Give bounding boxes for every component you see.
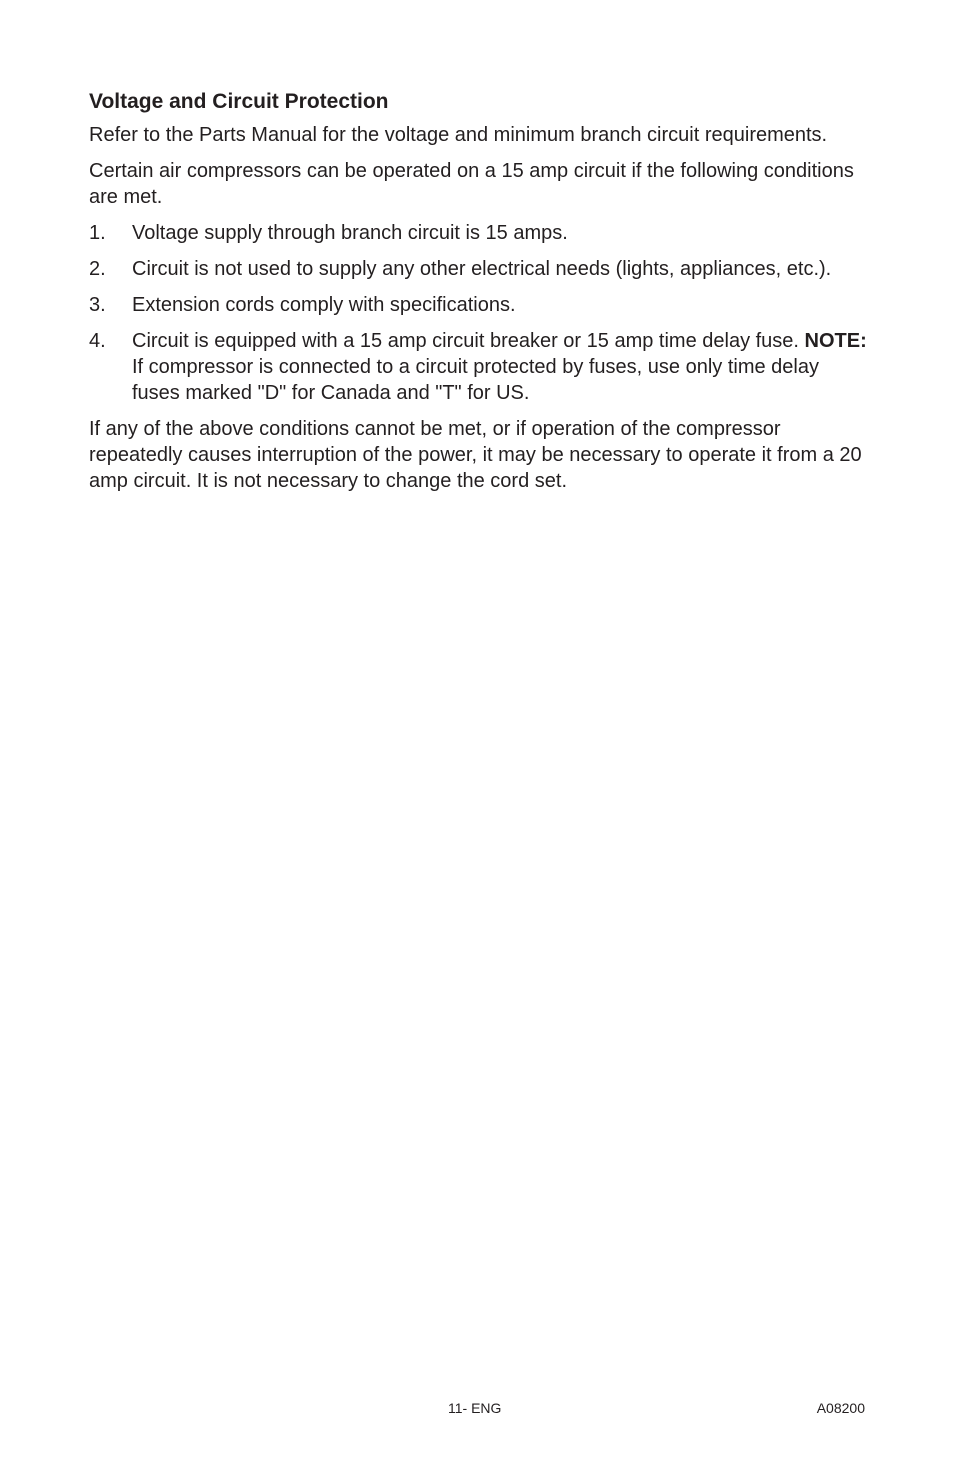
list-item-text: Circuit is not used to supply any other electrical needs (lights, appliances, etc.).	[132, 258, 832, 280]
list-item	[89, 220, 869, 246]
list-item-text: Extension cords comply with specifications.	[132, 294, 516, 316]
list-item-text-before: Circuit is equipped with a 15 amp circuit breaker or 15 amp time delay fuse.	[132, 330, 805, 352]
section-heading: Voltage and Circuit Protection	[89, 90, 389, 113]
conditions-lead-paragraph: Certain air compressors can be operated on a 15 amp circuit if the following conditions are met.	[89, 160, 854, 208]
list-item-number: 3.	[89, 294, 106, 316]
document-body	[89, 88, 869, 504]
list-item	[89, 328, 869, 406]
note-label: NOTE:	[804, 330, 867, 352]
page-number: 11- ENG	[448, 1400, 502, 1416]
intro-paragraph: Refer to the Parts Manual for the voltage and minimum branch circuit requirements.	[89, 124, 828, 146]
closing-paragraph: If any of the above conditions cannot be met, or if operation of the compressor repeatedly causes interruption of the power, it may be necessary to operate it from a 20 amp circuit. It is not necessary to change the cord set.	[89, 418, 862, 492]
list-item	[89, 292, 869, 318]
document-code: A08200	[816, 1400, 865, 1416]
list-item	[89, 256, 869, 282]
conditions-list	[89, 220, 869, 406]
list-item-text-after: If compressor is connected to a circuit protected by fuses, use only time delay fuses marked "D" for Canada and "T" for US.	[132, 356, 819, 404]
list-item-number: 4.	[89, 330, 106, 352]
list-item-number: 1.	[89, 222, 106, 244]
list-item-text: Voltage supply through branch circuit is 15 amps.	[132, 222, 568, 244]
list-item-text	[132, 328, 869, 406]
list-item-number: 2.	[89, 258, 106, 280]
